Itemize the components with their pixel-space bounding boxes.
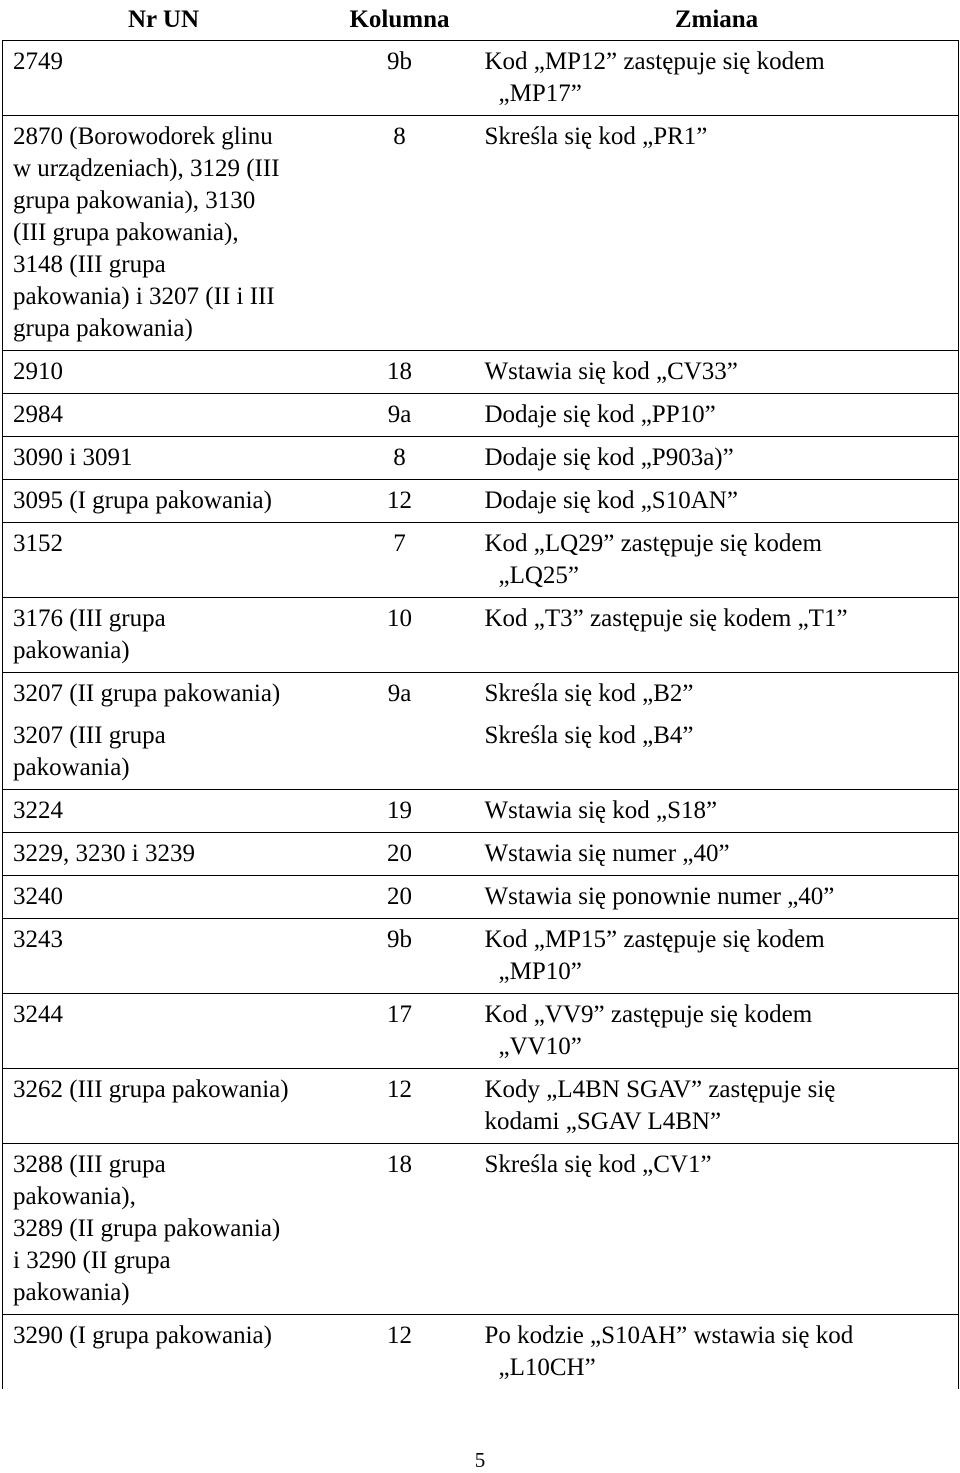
table-row [3,833,959,876]
cell-nr-un: 3262 (III grupa pakowania) [3,1069,325,1144]
cell-line: „MP10” [498,958,582,985]
table-row [3,351,959,394]
header-nr-un: Nr UN [3,0,325,41]
cell-line: „L10CH” [498,1354,596,1381]
cell-line: Skreśla się kod „B4” [484,722,694,749]
cell-zmiana [475,351,959,394]
cell-line: 2870 (Borowodorek glinu [13,123,273,150]
cell-line: Kod „MP15” zastępuje się kodem [484,926,825,953]
amendments-table [2,0,959,1389]
cell-line: Dodaje się kod „PP10” [484,401,716,428]
cell-line: 3176 (III grupa [13,605,166,632]
cell-zmiana [475,1315,959,1390]
cell-line: Wstawia się kod „S18” [484,797,718,824]
cell-kolumna: 8 [393,444,406,471]
cell-zmiana [475,480,959,523]
table-row [3,1069,959,1144]
cell-nr-un: 3240 [3,876,325,919]
cell-kolumna: 12 [387,1076,412,1103]
cell-nr-un [3,715,325,790]
cell-line: Dodaje się kod „P903a)” [484,444,734,471]
cell-line: „LQ25” [498,562,580,589]
cell-zmiana [475,116,959,351]
cell-nr-un: 2910 [3,351,325,394]
cell-line: Kod „VV9” zastępuje się kodem [484,1001,813,1028]
cell-line: pakowania) [13,754,130,781]
cell-line: (III grupa pakowania), [13,219,239,246]
header-zmiana: Zmiana [475,0,959,41]
cell-line: Po kodzie „S10AH” wstawia się kod [484,1322,854,1349]
cell-zmiana [475,833,959,876]
table-row [3,1144,959,1315]
cell-line: w urządzeniach), 3129 (III [13,155,280,182]
cell-kolumna: 9b [387,926,412,953]
cell-zmiana [475,437,959,480]
table-row [3,876,959,919]
cell-kolumna: 10 [387,605,412,632]
table-row [3,598,959,673]
cell-line: Wstawia się numer „40” [484,840,730,867]
table-row [3,394,959,437]
cell-line: 3207 (III grupa [13,722,166,749]
cell-zmiana [475,790,959,833]
cell-nr-un: 2984 [3,394,325,437]
cell-nr-un: 3243 [3,919,325,994]
table-row [3,673,959,716]
cell-line: pakowania), [13,1183,136,1210]
cell-kolumna: 9b [387,48,412,75]
cell-kolumna: 18 [387,1151,412,1178]
cell-line: grupa pakowania), 3130 [13,187,256,214]
cell-line: Skreśla się kod „PR1” [484,123,708,150]
cell-kolumna: 20 [387,840,412,867]
table-row [3,715,959,790]
cell-nr-un: 2749 [3,41,325,116]
cell-line: 3288 (III grupa [13,1151,166,1178]
cell-zmiana [475,715,959,790]
cell-line: pakowania) i 3207 (II i III [13,283,275,310]
cell-kolumna: 7 [393,530,406,557]
cell-zmiana [475,994,959,1069]
cell-kolumna [325,715,475,790]
cell-zmiana [475,394,959,437]
cell-line: Dodaje się kod „S10AN” [484,487,738,514]
table-row [3,994,959,1069]
cell-kolumna: 8 [393,123,406,150]
cell-kolumna: 18 [387,358,412,385]
cell-kolumna: 9a [387,680,412,707]
cell-line: Kod „MP12” zastępuje się kodem [484,48,825,75]
cell-line: 3148 (III grupa [13,251,166,278]
cell-nr-un [3,116,325,351]
cell-kolumna: 20 [387,883,412,910]
header-kolumna: Kolumna [325,0,475,41]
table-row [3,41,959,116]
cell-kolumna: 12 [387,487,412,514]
cell-zmiana [475,523,959,598]
cell-line: Wstawia się ponownie numer „40” [484,883,835,910]
cell-zmiana [475,1144,959,1315]
table-row [3,116,959,351]
cell-line: pakowania) [13,637,130,664]
cell-nr-un: 3244 [3,994,325,1069]
cell-line: Kody „L4BN SGAV” zastępuje się [484,1076,836,1103]
table-row [3,919,959,994]
header-row [3,0,959,41]
cell-line: Kod „T3” zastępuje się kodem „T1” [484,605,848,632]
cell-zmiana [475,1069,959,1144]
cell-zmiana [475,598,959,673]
cell-line: grupa pakowania) [13,315,193,342]
cell-nr-un: 3090 i 3091 [3,437,325,480]
cell-line: Wstawia się kod „CV33” [484,358,738,385]
cell-line: Kod „LQ29” zastępuje się kodem [484,530,822,557]
page-number: 5 [474,1448,486,1472]
cell-line: Skreśla się kod „CV1” [484,1151,712,1178]
cell-nr-un: 3152 [3,523,325,598]
cell-kolumna: 9a [387,401,412,428]
cell-line: kodami „SGAV L4BN” [484,1108,722,1135]
cell-nr-un [3,1144,325,1315]
table-row [3,480,959,523]
cell-line: 3289 (II grupa pakowania) [13,1215,281,1242]
table-row [3,790,959,833]
cell-kolumna: 12 [387,1322,412,1349]
table-row [3,437,959,480]
cell-zmiana [475,673,959,716]
cell-nr-un: 3229, 3230 i 3239 [3,833,325,876]
cell-nr-un [3,598,325,673]
cell-line: i 3290 (II grupa [13,1247,171,1274]
cell-line: „MP17” [498,80,582,107]
cell-nr-un: 3207 (II grupa pakowania) [3,673,325,716]
cell-nr-un: 3290 (I grupa pakowania) [3,1315,325,1390]
cell-line: Skreśla się kod „B2” [484,680,694,707]
cell-nr-un: 3224 [3,790,325,833]
cell-kolumna: 19 [387,797,412,824]
cell-zmiana [475,919,959,994]
cell-line: „VV10” [498,1033,582,1060]
cell-kolumna: 17 [387,1001,412,1028]
cell-line: pakowania) [13,1279,130,1306]
table-row [3,523,959,598]
cell-nr-un: 3095 (I grupa pakowania) [3,480,325,523]
cell-zmiana [475,41,959,116]
cell-zmiana [475,876,959,919]
table-row [3,1315,959,1390]
